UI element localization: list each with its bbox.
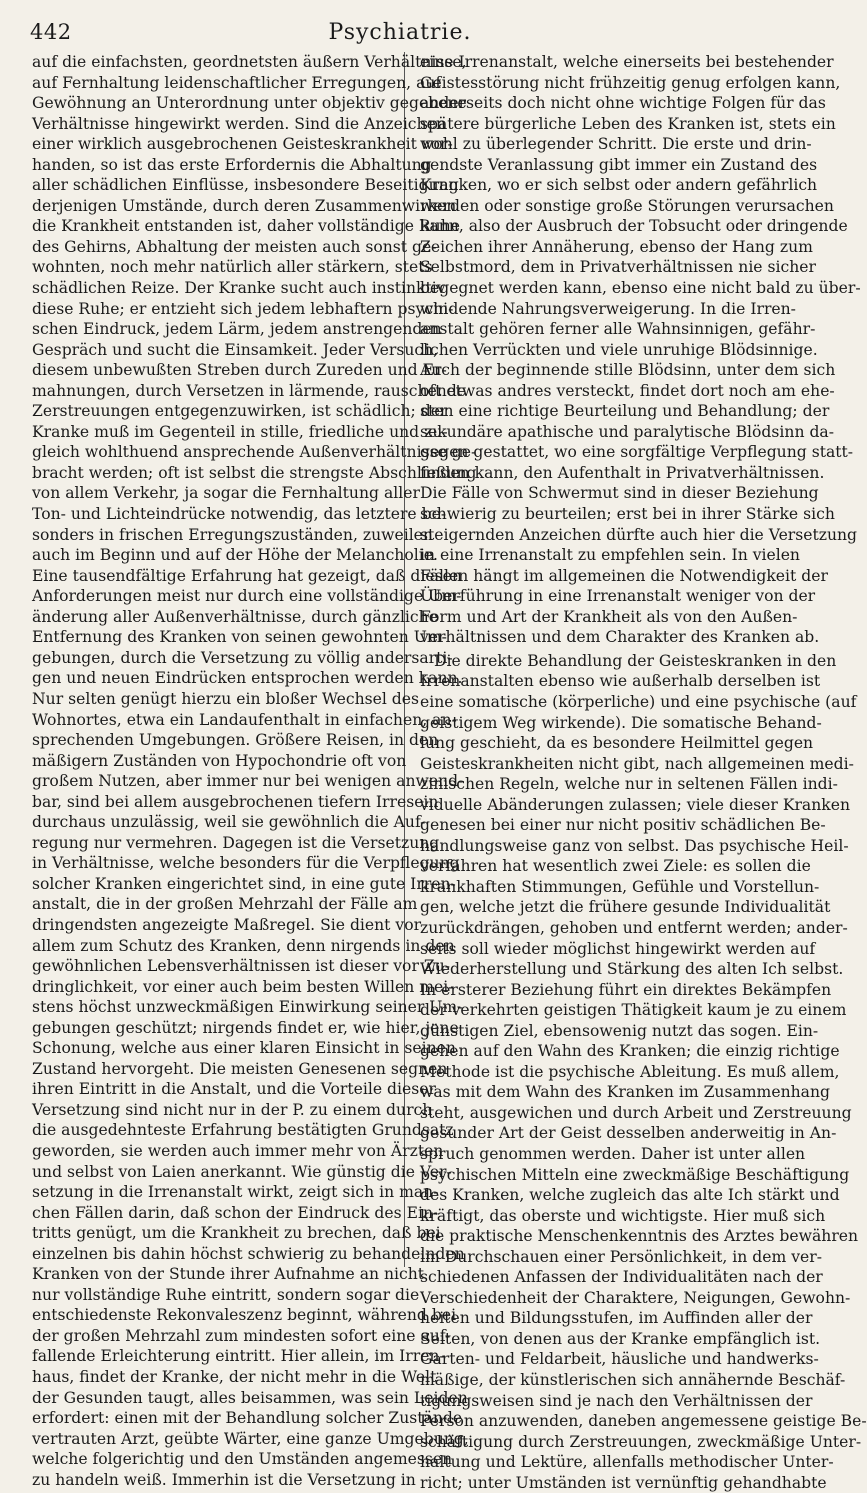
- text-line: bar, sind bei allem ausgebrochenen tiefern Irresein: [32, 792, 439, 811]
- text-line: Selbstmord, dem in Privatverhältnissen nie sicher: [420, 258, 816, 277]
- text-line: auch im Beginn und auf der Höhe der Melancholie.: [32, 546, 438, 565]
- text-line: Eine tausendfältige Erfahrung hat gezeigt, daß diesen: [32, 566, 462, 585]
- text-line: gebungen, durch die Versetzung zu völlig andersarti-: [32, 648, 453, 667]
- text-line: seits soll wieder möglichst hingewirkt werden auf: [420, 939, 816, 958]
- text-line: gebungen geschützt; nirgends findet er, wie hier, jene: [32, 1018, 459, 1037]
- text-line: sekundäre apathische und paralytische Blödsinn da-: [420, 422, 834, 441]
- text-line: des Kranken, welche zugleich das alte Ich stärkt und: [420, 1186, 840, 1205]
- text-line: Ton- und Lichteindrücke notwendig, das letztere be-: [32, 505, 447, 524]
- text-line: richt; unter Umständen ist vernünftig gehandhabte: [420, 1473, 827, 1492]
- text-line: Fällen hängt im allgemeinen die Notwendigkeit der: [420, 566, 828, 585]
- text-line: mäßigern Zuständen von Hypochondrie oft von: [32, 751, 407, 770]
- text-line: auf die einfachsten, geordnetsten äußern Verhältnisse,: [32, 53, 467, 71]
- text-line: erfordert: einen mit der Behandlung solcher Zustände: [32, 1409, 463, 1428]
- text-line: der großen Mehrzahl zum mindesten sofort eine auf-: [32, 1326, 451, 1345]
- text-line: Gespräch und sucht die Einsamkeit. Jeder Versuch,: [32, 340, 439, 359]
- text-line: gewöhnlichen Lebensverhältnissen ist dieser vor Zu-: [32, 957, 451, 976]
- text-line: Nur selten genügt hierzu ein bloßer Wechsel des: [32, 689, 420, 708]
- text-line: kräftigt, das oberste und wichtigste. Hier muß sich: [420, 1206, 826, 1225]
- text-line: von allem Verkehr, ja sogar die Fernhaltung aller: [32, 484, 420, 503]
- text-line: Entfernung des Kranken von seinen gewohnten Um-: [32, 628, 447, 647]
- text-line: krankhaften Stimmungen, Gefühle und Vorstellun-: [420, 877, 820, 896]
- text-line: anderseits doch nicht ohne wichtige Folgen für das: [420, 94, 826, 113]
- text-line: großem Nutzen, aber immer nur bei wenigen anwend-: [32, 772, 464, 791]
- text-line: anstalt gehören ferner alle Wahnsinnigen, gefähr-: [420, 320, 816, 339]
- text-line: verfahren hat wesentlich zwei Ziele: es sollen die: [420, 857, 811, 876]
- text-line: Die Fälle von Schwermut sind in dieser Beziehung: [420, 484, 819, 503]
- text-line: in eine Irrenanstalt zu empfehlen sein. In vielen: [420, 546, 800, 565]
- text-line: dringendsten angezeigte Maßregel. Sie dient vor: [32, 915, 422, 934]
- text-line: begegnet werden kann, ebenso eine nicht bald zu über-: [420, 279, 861, 298]
- text-line: kann, also der Ausbruch der Tobsucht oder dringende: [420, 217, 848, 236]
- text-line: Garten- und Feldarbeit, häusliche und handwerks-: [420, 1350, 819, 1369]
- text-line: Zustand hervorgeht. Die meisten Genesenen segnen: [32, 1059, 448, 1078]
- text-line: geistigem Weg wirkende). Die somatische Behand-: [420, 713, 822, 732]
- text-line: Kranken von der Stunde ihrer Aufnahme an nicht: [32, 1265, 425, 1284]
- text-line: regung nur vermehren. Dagegen ist die Versetzung: [32, 833, 440, 852]
- text-line: schen Eindruck, jedem Lärm, jedem anstrengenden: [32, 320, 442, 339]
- text-line: schiedenen Anfassen der Individualitäten nach der: [420, 1268, 823, 1287]
- text-line: psychischen Mitteln eine zweckmäßige Beschäftigung: [420, 1165, 850, 1184]
- text-line: viduelle Abänderungen zulassen; viele dieser Kranken: [420, 795, 850, 814]
- text-line: chen Fällen darin, daß schon der Eindruck des Ein-: [32, 1203, 439, 1222]
- text-line: windende Nahrungsverweigerung. In die Irren-: [420, 299, 796, 318]
- text-line: nur vollständige Ruhe eintritt, sondern sogar die: [32, 1285, 420, 1304]
- text-line: verhältnissen und dem Charakter des Kranken ab.: [420, 628, 820, 647]
- text-line: allem zum Schutz des Kranken, denn nirgends in den: [32, 936, 455, 955]
- page-number: 442: [30, 20, 72, 44]
- text-line: solcher Kranken eingerichtet sind, in eine gute Irren-: [32, 874, 456, 893]
- text-line: in Verhältnisse, welche besonders für die Verpflegung: [32, 854, 460, 873]
- text-line: Zeichen ihrer Annäherung, ebenso der Hang zum: [420, 237, 813, 256]
- text-line: Form und Art der Krankheit als von den Außen-: [420, 607, 798, 626]
- text-line: steht, ausgewichen und durch Arbeit und Zerstreuung: [420, 1103, 852, 1122]
- text-line: Methode ist die psychische Ableitung. Es muß allem,: [420, 1062, 840, 1081]
- text-line: sprechenden Umgebungen. Größere Reisen, in den: [32, 731, 439, 750]
- left-column: [32, 52, 477, 1490]
- text-line: tritts genügt, um die Krankheit zu brechen, daß bei: [32, 1224, 441, 1243]
- text-line: derjenigen Umstände, durch deren Zusammenwirken: [32, 196, 457, 215]
- text-line: wohnten, noch mehr natürlich aller stärkern, stets: [32, 258, 433, 277]
- running-title: Psychiatrie.: [328, 20, 472, 45]
- text-line: Wiederherstellung und Stärkung des alten Ich selbst.: [420, 960, 844, 979]
- text-line: gegen gestattet, wo eine sorgfältige Verpflegung statt-: [420, 443, 854, 462]
- text-line: ihren Eintritt in die Anstalt, und die Vorteile dieser: [32, 1080, 436, 1099]
- text-line: Schonung, welche aus einer klaren Einsicht in seinen: [32, 1039, 456, 1058]
- text-line: was mit dem Wahn des Kranken im Zusammenhang: [420, 1083, 830, 1102]
- text-line: steigernden Anzeichen dürfte auch hier die Versetzung: [420, 525, 858, 544]
- text-line: anstalt, die in der großen Mehrzahl der Fälle am: [32, 895, 418, 914]
- text-line: Auch der beginnende stille Blödsinn, unter dem sich: [420, 361, 836, 380]
- text-line: Irrenanstalten ebenso wie außerhalb derselben ist: [420, 672, 821, 691]
- text-line: Versetzung sind nicht nur in der P. zu einem durch: [32, 1100, 433, 1119]
- text-line: einzelnen bis dahin höchst schwierig zu behandelnden: [32, 1244, 465, 1263]
- text-line: Verschiedenheit der Charaktere, Neigungen, Gewohn-: [420, 1288, 851, 1307]
- text-line: heiten und Bildungsstufen, im Auffinden aller der: [420, 1309, 813, 1328]
- text-line: Zerstreuungen entgegenzuwirken, ist schädlich; der: [32, 402, 448, 421]
- text-line: Geistesstörung nicht frühzeitig genug erfolgen kann,: [420, 73, 841, 92]
- text-line: auf Fernhaltung leidenschaftlicher Erregungen, auf: [32, 73, 442, 92]
- text-line: Seiten, von denen aus der Kranke empfänglich ist.: [420, 1329, 821, 1348]
- text-line: diesem unbewußten Streben durch Zureden und Er-: [32, 361, 447, 380]
- text-line: dringlichkeit, vor einer auch beim besten Willen mei-: [32, 977, 454, 996]
- text-line: geworden, sie werden auch immer mehr von Ärzten: [32, 1141, 444, 1160]
- text-line: gen, welche jetzt die frühere gesunde Individualität: [420, 898, 831, 917]
- text-line: welche folgerichtig und den Umständen angemessen: [32, 1450, 453, 1469]
- text-line: lung geschieht, da es besondere Heilmittel gegen: [420, 734, 814, 753]
- text-line: schäftigung durch Zerstreuungen, zweckmäßige Unter-: [420, 1432, 862, 1451]
- text-line: durchaus unzulässig, weil sie gewöhnlich die Auf-: [32, 813, 426, 832]
- text-line: Kranke muß im Gegenteil in stille, friedliche und zu-: [32, 422, 448, 441]
- text-line: handlungsweise ganz von selbst. Das psychische Heil-: [420, 836, 849, 855]
- text-line: haltung und Lektüre, allenfalls methodischer Unter-: [420, 1453, 834, 1472]
- text-line: Gewöhnung an Unterordnung unter objektiv gegebene: [32, 94, 467, 113]
- page-header: [0, 0, 800, 50]
- text-line: spruch genommen werden. Daher ist unter allen: [420, 1144, 806, 1163]
- text-line: Wohnortes, etwa ein Landaufenthalt in einfachen, an-: [32, 710, 457, 729]
- text-line: änderung aller Außenverhältnisse, durch gänzliche: [32, 607, 438, 626]
- text-line: zurückdrängen, gehoben und entfernt werden; ander-: [420, 918, 848, 937]
- text-line: handen, so ist das erste Erfordernis die Abhaltung: [32, 155, 432, 174]
- text-line: Anforderungen meist nur durch eine vollständige Um-: [32, 587, 462, 606]
- text-line: zinischen Regeln, welche nur in seltenen Fällen indi-: [420, 775, 838, 794]
- text-line: die praktische Menschenkenntnis des Arztes bewähren: [420, 1227, 859, 1246]
- text-line: werden oder sonstige große Störungen verursachen: [420, 196, 834, 215]
- text-line: tigungsweisen sind je nach den Verhältnissen der: [420, 1391, 813, 1410]
- text-line: Person anzuwenden, daneben angemessene geistige Be-: [420, 1412, 867, 1431]
- text-line: bracht werden; oft ist selbst die strengste Abschließung: [32, 463, 477, 482]
- text-line: einer wirklich ausgebrochenen Geisteskrankheit vor-: [32, 135, 453, 154]
- text-line: entschiedenste Rekonvaleszenz beginnt, während bei: [32, 1306, 457, 1325]
- text-line: der verkehrten geistigen Thätigkeit kaum je zu einem: [420, 1001, 847, 1020]
- text-line: genesen bei einer nur nicht positiv schädlichen Be-: [420, 816, 826, 835]
- text-line: eine Irrenanstalt, welche einerseits bei bestehender: [420, 53, 834, 71]
- text-line: finden kann, den Aufenthalt in Privatverhältnissen.: [420, 463, 825, 482]
- text-line: gen und neuen Eindrücken entsprochen werden kann.: [32, 669, 463, 688]
- text-line: fallende Erleichterung eintritt. Hier allein, im Irren-: [32, 1347, 445, 1366]
- text-line: günstigen Ziel, ebensowenig nutzt das sogen. Ein-: [420, 1021, 819, 1040]
- text-line: oft etwas andres versteckt, findet dort noch am ehe-: [420, 381, 835, 400]
- text-line: eine somatische (körperliche) und eine psychische (auf: [420, 692, 857, 711]
- text-line: lichen Verrückten und viele unruhige Blödsinnige.: [420, 340, 818, 359]
- text-line: In ersterer Beziehung führt ein direktes Bekämpfen: [420, 980, 832, 999]
- text-line: gesunder Art der Geist desselben anderweitig in An-: [420, 1124, 837, 1143]
- text-line: sten eine richtige Beurteilung und Behandlung; der: [420, 402, 830, 421]
- text-line: vertrauten Arzt, geübte Wärter, eine ganze Umgebung,: [32, 1429, 469, 1448]
- text-line: wohl zu überlegender Schritt. Die erste und drin-: [420, 135, 812, 154]
- text-line: schwierig zu beurteilen; erst bei in ihrer Stärke sich: [420, 505, 835, 524]
- text-line: stens höchst unzweckmäßigen Einwirkung seiner Um-: [32, 998, 463, 1017]
- text-line: im Durchschauen einer Persönlichkeit, in dem ver-: [420, 1247, 822, 1266]
- right-column: [420, 52, 867, 1493]
- text-line: Kranken, wo er sich selbst oder andern gefährlich: [420, 176, 818, 195]
- text-line: des Gehirns, Abhaltung der meisten auch sonst ge-: [32, 237, 437, 256]
- text-line: haus, findet der Kranke, der nicht mehr in die Welt: [32, 1368, 437, 1386]
- text-line: Überführung in eine Irrenanstalt weniger von der: [420, 587, 816, 606]
- text-line: aller schädlichen Einflüsse, insbesondere Beseitigung: [32, 176, 459, 195]
- text-line: spätere bürgerliche Leben des Kranken ist, stets ein: [420, 114, 836, 133]
- text-line: gehen auf den Wahn des Kranken; die einzig richtige: [420, 1042, 840, 1061]
- text-line: Verhältnisse hingewirkt werden. Sind die Anzeichen: [32, 114, 446, 133]
- text-line: schädlichen Reize. Der Kranke sucht auch instinktiv: [32, 279, 446, 298]
- text-line: zu handeln weiß. Immerhin ist die Versetzung in: [32, 1470, 416, 1489]
- text-line: Die direkte Behandlung der Geisteskranken in den: [434, 651, 837, 670]
- text-line: die ausgedehnteste Erfahrung bestätigten Grundsatz: [32, 1121, 454, 1140]
- text-line: mahnungen, durch Versetzen in lärmende, rauschende: [32, 381, 467, 400]
- text-line: Geisteskrankheiten nicht gibt, nach allgemeinen medi-: [420, 754, 854, 773]
- text-line: setzung in die Irrenanstalt wirkt, zeigt sich in man-: [32, 1183, 439, 1202]
- text-line: und selbst von Laien anerkannt. Wie günstig die Ver-: [32, 1162, 452, 1181]
- text-line: sonders in frischen Erregungszuständen, zuweilen: [32, 525, 433, 544]
- text-line: die Krankheit entstanden ist, daher vollständige Ruhe: [32, 217, 460, 236]
- text-line: gendste Veranlassung gibt immer ein Zustand des: [420, 155, 818, 174]
- text-line: gleich wohlthuend ansprechende Außenverhältnisse ge-: [32, 443, 477, 462]
- text-line: der Gesunden taugt, alles beisammen, was sein Leiden: [32, 1388, 468, 1407]
- text-line: mäßige, der künstlerischen sich annähernde Beschäf-: [420, 1371, 846, 1389]
- text-line: diese Ruhe; er entzieht sich jedem lebhaftern psychi-: [32, 299, 454, 318]
